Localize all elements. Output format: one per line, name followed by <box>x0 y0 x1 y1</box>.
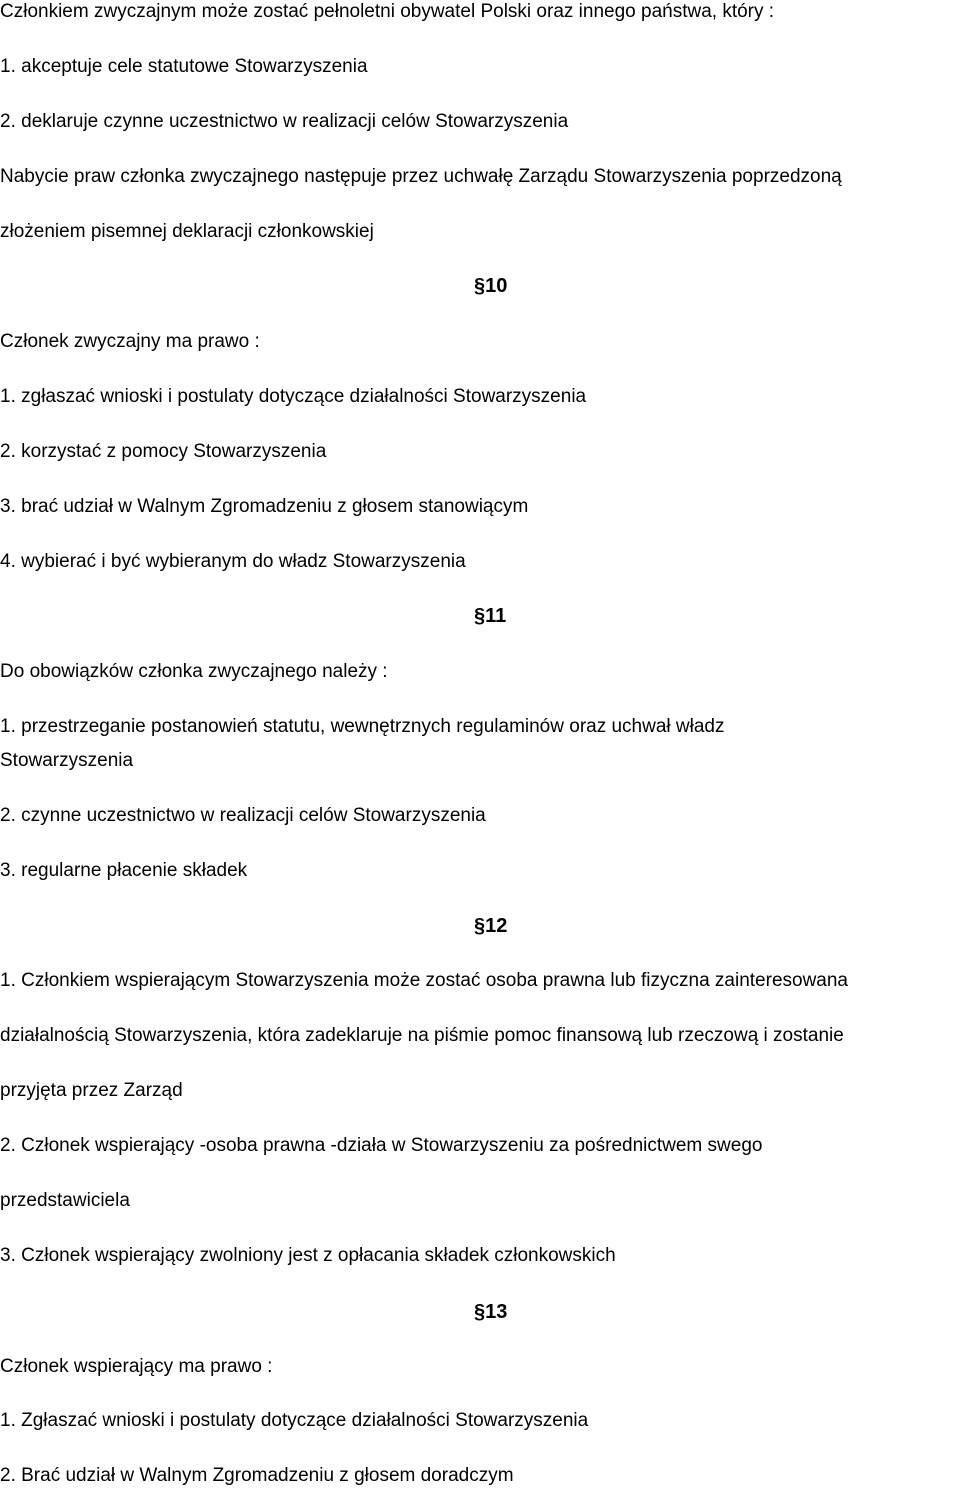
section-heading-10: §10 <box>474 275 508 297</box>
section-intro: Członek wspierający ma prawo : <box>0 1356 273 1377</box>
list-item: 3. regularne płacenie składek <box>0 860 248 881</box>
paragraph-line: złożeniem pisemnej deklaracji członkowskiej <box>0 221 374 242</box>
list-item: 4. wybierać i być wybieranym do władz Stowarzyszenia <box>0 551 466 572</box>
list-item: 2. Członek wspierający -osoba prawna -działa w Stowarzyszeniu za pośrednictwem swego <box>0 1135 763 1156</box>
section-heading-13: §13 <box>474 1301 508 1323</box>
list-item: 1. przestrzeganie postanowień statutu, wewnętrznych regulaminów oraz uchwał władz <box>0 716 725 737</box>
section-intro: Członek zwyczajny ma prawo : <box>0 331 260 352</box>
list-item: 2. korzystać z pomocy Stowarzyszenia <box>0 441 327 462</box>
list-item-continuation: działalnością Stowarzyszenia, która zadeklaruje na piśmie pomoc finansową lub rzeczową i zostanie <box>0 1025 844 1046</box>
section-heading-12: §12 <box>474 915 508 937</box>
paragraph-line: Członkiem zwyczajnym może zostać pełnoletni obywatel Polski oraz innego państwa, który : <box>0 1 775 22</box>
list-item: 1. Zgłaszać wnioski i postulaty dotyczące działalności Stowarzyszenia <box>0 1410 589 1431</box>
list-item: 2. Brać udział w Walnym Zgromadzeniu z głosem doradczym <box>0 1465 514 1486</box>
paragraph-line: 2. deklaruje czynne uczestnictwo w realizacji celów Stowarzyszenia <box>0 111 569 132</box>
paragraph-line: Nabycie praw członka zwyczajnego następuje przez uchwałę Zarządu Stowarzyszenia poprzedzoną <box>0 166 842 187</box>
list-item: 1. Członkiem wspierającym Stowarzyszenia może zostać osoba prawna lub fizyczna zainteresowana <box>0 970 848 991</box>
list-item: 1. zgłaszać wnioski i postulaty dotyczące działalności Stowarzyszenia <box>0 386 587 407</box>
paragraph-line: 1. akceptuje cele statutowe Stowarzyszenia <box>0 56 368 77</box>
list-item-continuation: przedstawiciela <box>0 1190 130 1211</box>
list-item: 3. Członek wspierający zwolniony jest z opłacania składek członkowskich <box>0 1245 616 1266</box>
section-intro: Do obowiązków członka zwyczajnego należy : <box>0 661 388 682</box>
list-item-continuation: przyjęta przez Zarząd <box>0 1080 183 1101</box>
section-heading-11: §11 <box>474 605 507 627</box>
list-item: 3. brać udział w Walnym Zgromadzeniu z głosem stanowiącym <box>0 496 529 517</box>
list-item: 2. czynne uczestnictwo w realizacji celów Stowarzyszenia <box>0 805 486 826</box>
list-item-continuation: Stowarzyszenia <box>0 750 134 771</box>
